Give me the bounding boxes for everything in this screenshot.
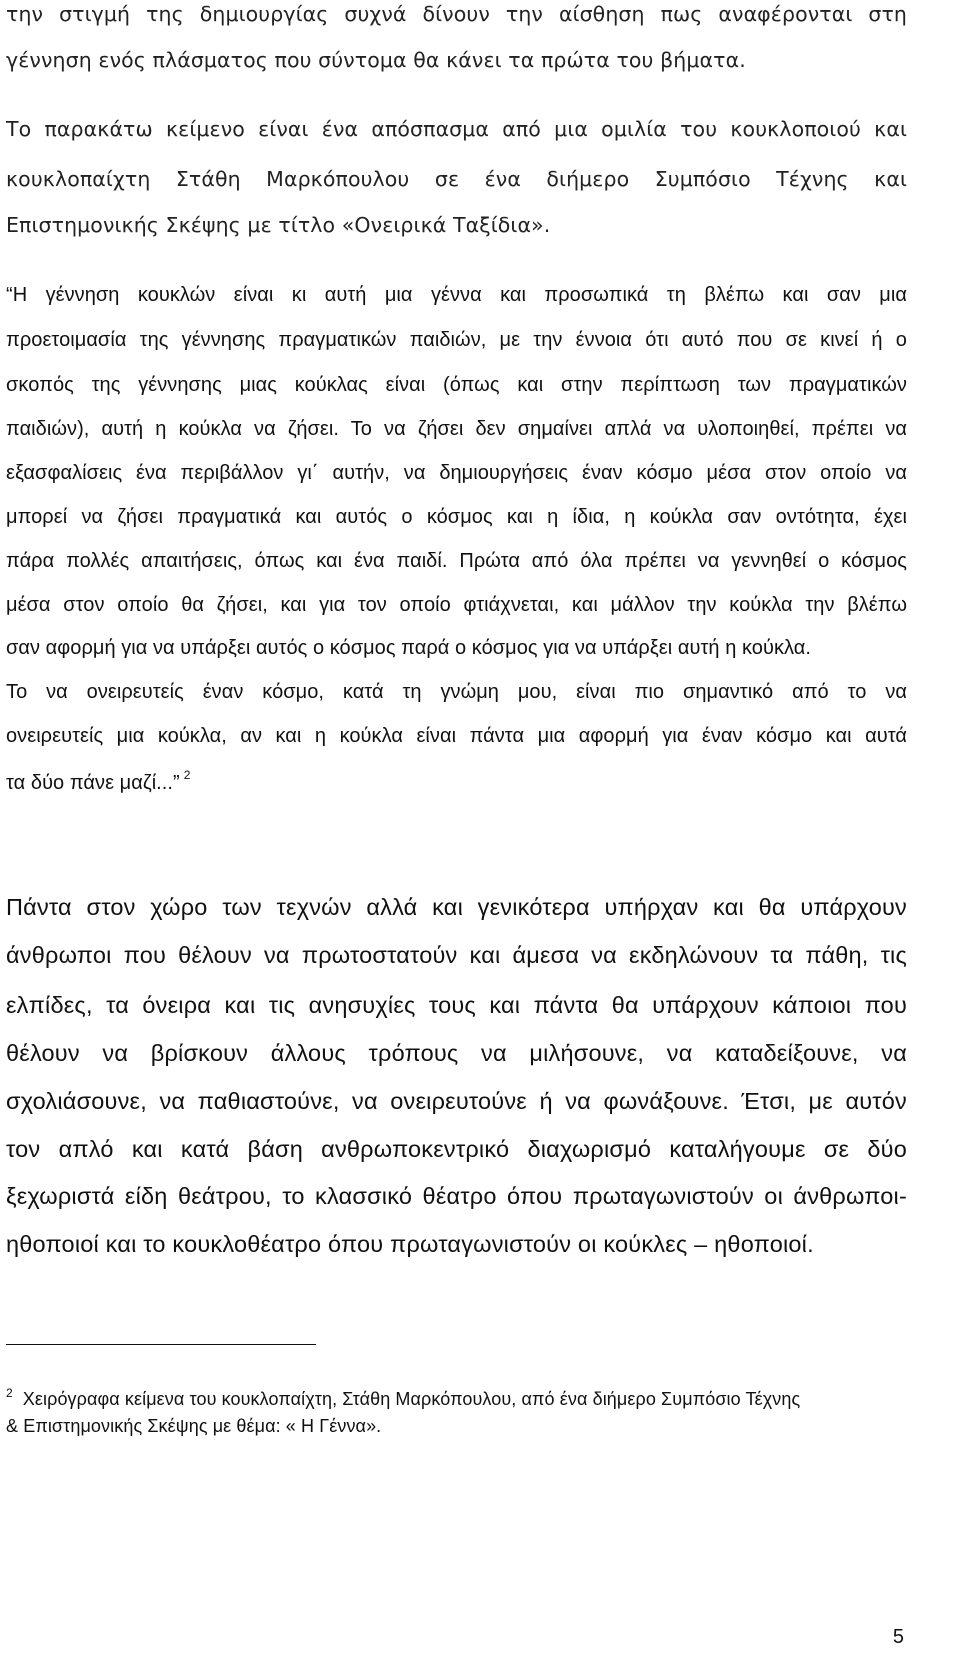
closing-line: τον απλό και κατά βάση ανθρωποκεντρικό διαχωρισμό καταλήγουμε σε δύο xyxy=(6,1136,907,1162)
footnote-number: 2 xyxy=(6,1386,13,1400)
page-number: 5 xyxy=(892,1626,904,1648)
closing-line: άνθρωποι που θέλουν να πρωτοστατούν και άμεσα να εκδηλώνουν τα πάθη, τις xyxy=(6,942,907,968)
intro-line: Επιστημονικής Σκέψης με τίτλο «Ονειρικά Ταξίδια». xyxy=(6,213,551,237)
closing-line: σχολιάσουνε, να παθιαστούνε, να ονειρευτούνε ή να φωνάξουνε. Έτσι, με αυτόν xyxy=(6,1088,907,1114)
quote-line: προετοιμασία της γέννησης πραγματικών παιδιών, με την έννοια ότι αυτό που σε κινεί ή ο xyxy=(6,329,907,351)
quote-line: μπορεί να ζήσει πραγματικά και αυτός ο κόσμος και η ίδια, η κούκλα σαν οντότητα, έχει xyxy=(6,506,907,528)
quote-line: σαν αφορμή για να υπάρξει αυτός ο κόσμος παρά ο κόσμος για να υπάρξει αυτή η κούκλα. xyxy=(6,637,811,659)
closing-line: Πάντα στον χώρο των τεχνών αλλά και γενικότερα υπήρχαν και θα υπάρχουν xyxy=(6,894,907,920)
quote-line: σκοπός της γέννησης μιας κούκλας είναι (όπως και στην περίπτωση των πραγματικών xyxy=(6,374,907,396)
footnote-separator xyxy=(6,1344,316,1345)
quote-line: “Η γέννηση κουκλών είναι κι αυτή μια γέννα και προσωπικά τη βλέπω και σαν μια xyxy=(6,284,907,306)
intro-line: κουκλοπαίχτη Στάθη Μαρκόπουλου σε ένα διήμερο Συμπόσιο Τέχνης και xyxy=(6,167,907,191)
footnote-text: Χειρόγραφα κείμενα του κουκλοπαίχτη, Στάθη Μαρκόπουλου, από ένα διήμερο Συμπόσιο Τέχνης xyxy=(22,1389,801,1409)
quote-last-line xyxy=(6,768,190,795)
closing-line: ξεχωριστά είδη θεάτρου, το κλασσικό θέατρο όπου πρωταγωνιστούν οι άνθρωποι- xyxy=(6,1183,907,1209)
closing-line: ηθοποιοί και το κουκλοθέατρο όπου πρωταγωνιστούν οι κούκλες – ηθοποιοί. xyxy=(6,1231,814,1257)
quote-line: μέσα στον οποίο θα ζήσει, και για τον οποίο φτιάχνεται, και μάλλον την κούκλα την βλέπω xyxy=(6,594,907,616)
quote-line: τα δύο πάνε μαζί...” xyxy=(6,772,180,794)
intro-line: Το παρακάτω κείμενο είναι ένα απόσπασμα από μια ομιλία του κουκλοποιού και xyxy=(6,117,907,141)
footnote-line: & Επιστημονικής Σκέψης με θέμα: « Η Γέννα». xyxy=(6,1416,382,1436)
quote-line: εξασφαλίσεις ένα περιβάλλον γι΄ αυτήν, να δημιουργήσεις έναν κόσμο μέσα στον οποίο να xyxy=(6,462,907,484)
quote-line: Το να ονειρευτείς έναν κόσμο, κατά τη γνώμη μου, είναι πιο σημαντικό από το να xyxy=(6,681,907,703)
closing-line: ελπίδες, τα όνειρα και τις ανησυχίες τους και πάντα θα υπάρχουν κάποιοι που xyxy=(6,992,907,1018)
intro-line: γέννηση ενός πλάσματος που σύντομα θα κάνει τα πρώτα του βήματα. xyxy=(6,48,746,72)
closing-line: θέλουν να βρίσκουν άλλους τρόπους να μιλήσουνε, να καταδείξουνε, να xyxy=(6,1040,907,1066)
footnote-reference[interactable]: 2 xyxy=(183,768,191,782)
quote-line: παιδιών), αυτή η κούκλα να ζήσει. Το να ζήσει δεν σημαίνει απλά να υλοποιηθεί, πρέπει να xyxy=(6,418,907,440)
quote-line: ονειρευτείς μια κούκλα, αν και η κούκλα είναι πάντα μια αφορμή για έναν κόσμο και αυτά xyxy=(6,725,907,747)
quote-line: πάρα πολλές απαιτήσεις, όπως και ένα παιδί. Πρώτα από όλα πρέπει να γεννηθεί ο κόσμος xyxy=(6,550,907,572)
intro-line: την στιγμή της δημιουργίας συχνά δίνουν την αίσθηση πως αναφέρονται στη xyxy=(6,2,907,26)
footnote-line xyxy=(6,1386,800,1410)
